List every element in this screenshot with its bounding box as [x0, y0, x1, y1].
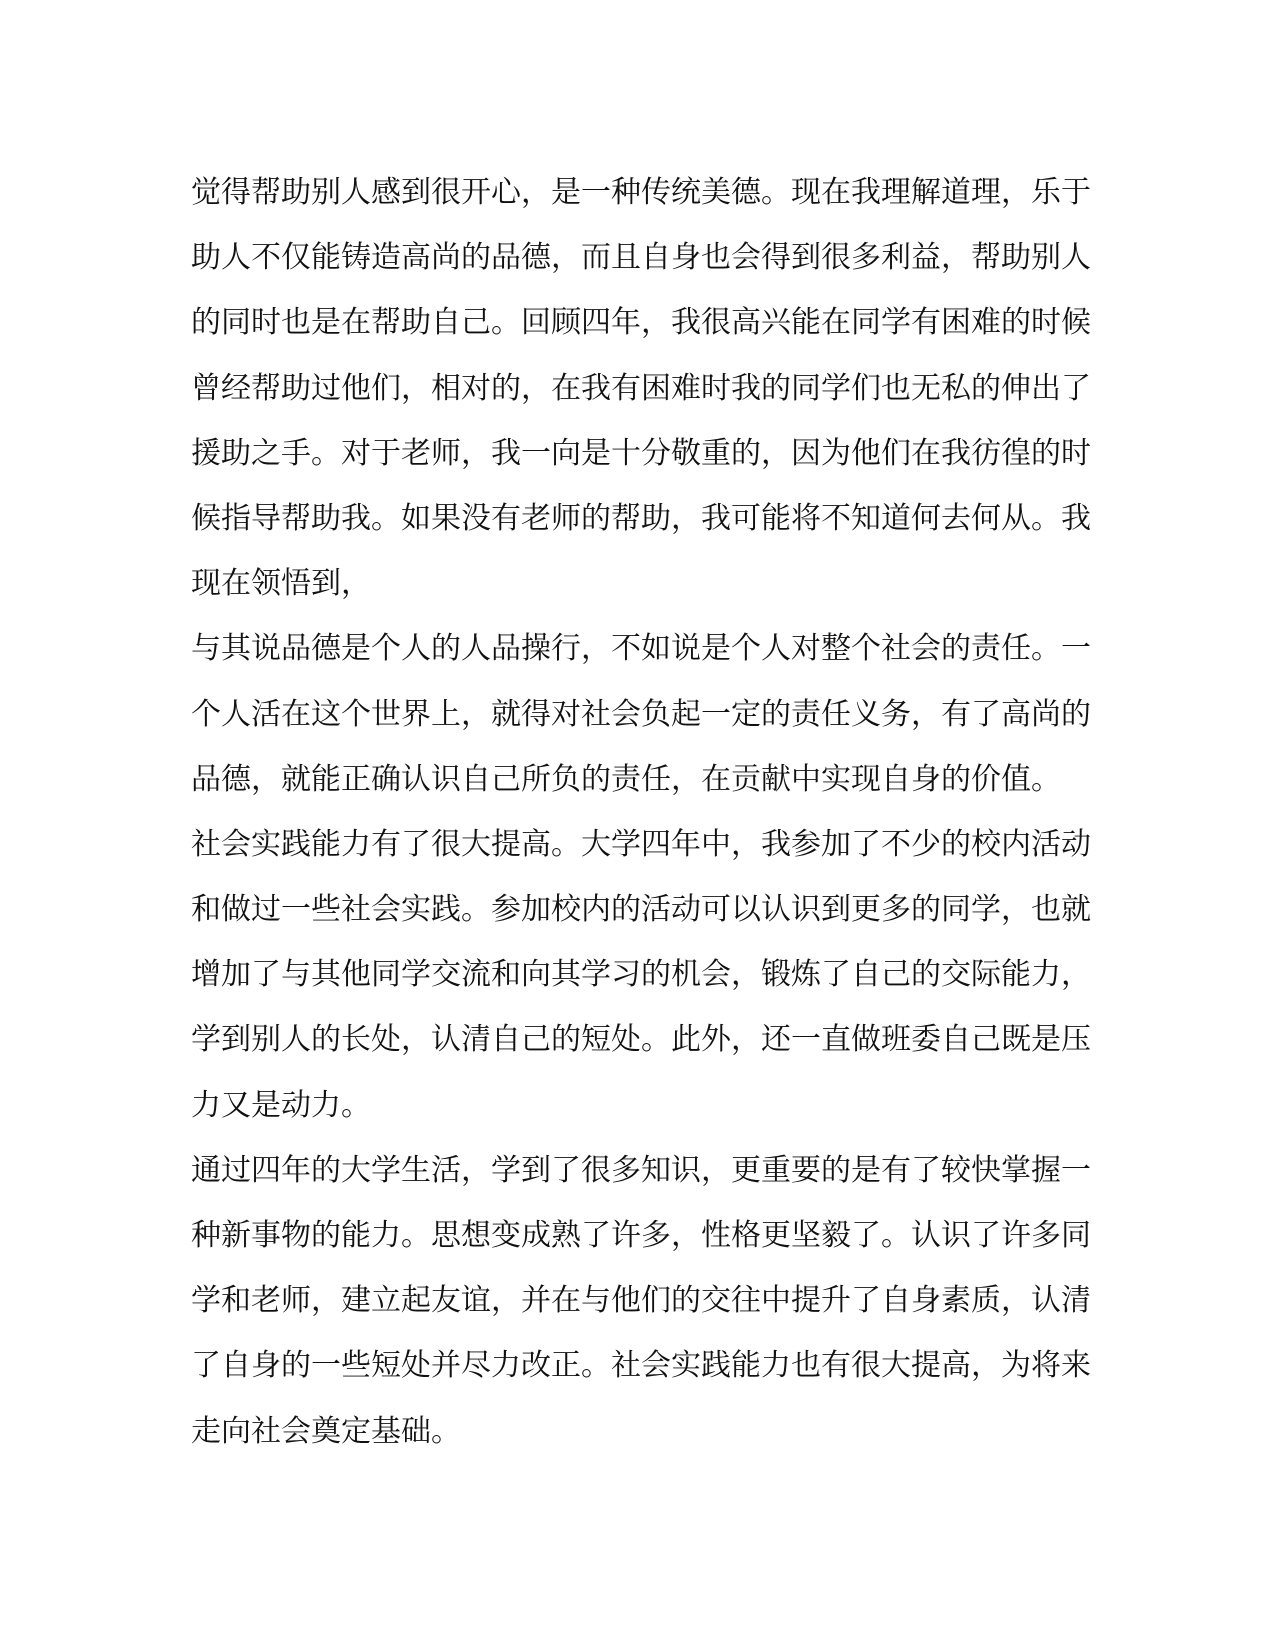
text-line: 候指导帮助我。如果没有老师的帮助，我可能将不知道何去何从。我 — [191, 500, 1091, 536]
text-line: 现在领悟到， — [191, 566, 371, 602]
body-text — [191, 160, 1091, 1464]
text-line: 力又是动力。 — [191, 1087, 371, 1123]
text-line: 走向社会奠定基础。 — [191, 1413, 461, 1449]
text-line: 与其说品德是个人的人品操行，不如说是个人对整个社会的责任。一 — [191, 631, 1091, 667]
text-line: 曾经帮助过他们，相对的，在我有困难时我的同学们也无私的伸出了 — [191, 370, 1091, 406]
text-line: 了自身的一些短处并尽力改正。社会实践能力也有很大提高，为将来 — [191, 1348, 1091, 1384]
text-line: 种新事物的能力。思想变成熟了许多，性格更坚毅了。认识了许多同 — [191, 1218, 1091, 1253]
text-line: 学到别人的长处，认清自己的短处。此外，还一直做班委自己既是压 — [191, 1022, 1091, 1058]
text-line: 援助之手。对于老师，我一向是十分敬重的，因为他们在我彷徨的时 — [191, 435, 1091, 471]
text-line: 品德，就能正确认识自己所负的责任，在贡献中实现自身的价值。 — [191, 761, 1061, 797]
text-line: 通过四年的大学生活，学到了很多知识，更重要的是有了较快掌握一 — [191, 1152, 1091, 1188]
text-line: 觉得帮助别人感到很开心，是一种传统美德。现在我理解道理，乐于 — [191, 175, 1091, 210]
text-line: 增加了与其他同学交流和向其学习的机会，锻炼了自己的交际能力， — [191, 957, 1091, 993]
text-line: 助人不仅能铸造高尚的品德，而且自身也会得到很多利益，帮助别人 — [191, 240, 1091, 276]
text-line: 和做过一些社会实践。参加校内的活动可以认识到更多的同学，也就 — [191, 892, 1091, 928]
text-line: 个人活在这个世界上，就得对社会负起一定的责任义务，有了高尚的 — [191, 696, 1091, 732]
text-line: 社会实践能力有了很大提高。大学四年中，我参加了不少的校内活动 — [191, 826, 1091, 862]
text-line: 的同时也是在帮助自己。回顾四年，我很高兴能在同学有困难的时候 — [191, 305, 1091, 341]
text-line: 学和老师，建立起友谊，并在与他们的交往中提升了自身素质，认清 — [191, 1283, 1091, 1319]
